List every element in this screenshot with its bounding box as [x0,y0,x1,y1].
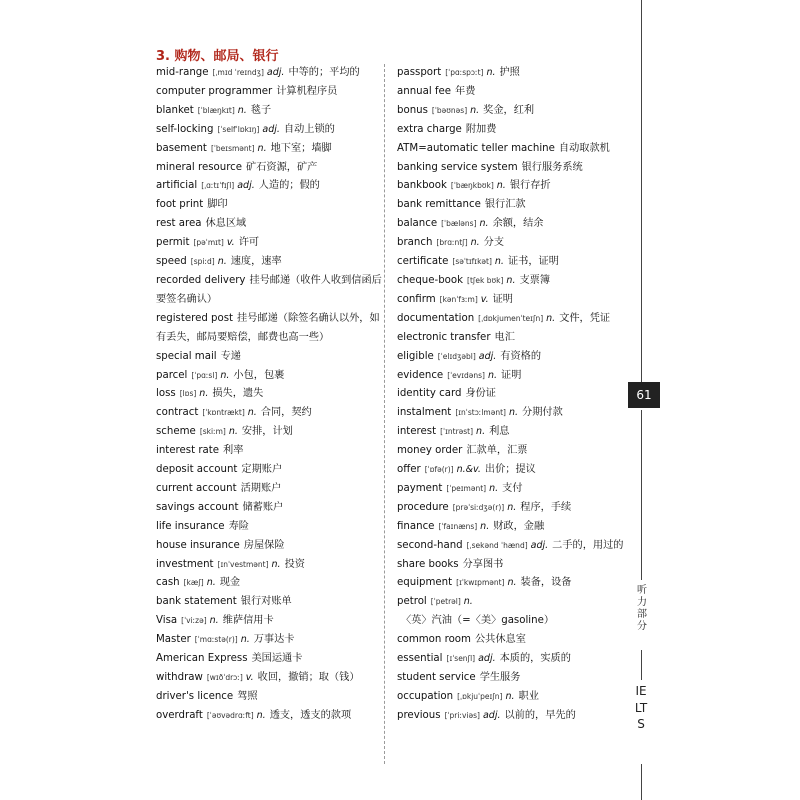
vocab-part-of-speech: adj. [530,539,549,551]
vocab-part-of-speech: n. [546,312,556,324]
vocab-word: confirm [397,293,436,305]
vocab-entry [397,461,629,480]
vocab-word: bank statement [156,596,237,608]
vocab-phonetic: [skiːm] [199,427,226,437]
vocab-entry [156,612,388,631]
vocab-entry [156,574,388,593]
vocab-translation: 合同，契约 [260,407,312,419]
vocab-word: permit [156,237,190,249]
vocab-translation: 休息区域 [205,218,247,230]
vocab-phonetic: [ˌɑːtɪˈfɪʃl] [201,181,235,191]
vocab-word: procedure [397,501,449,513]
vocab-phonetic: [ˌɒkjuˈpeɪʃn] [457,691,503,701]
vocab-word: special mail [156,350,217,362]
vocab-entry [156,159,388,178]
vocab-part-of-speech: n. [247,407,257,419]
vocab-part-of-speech: adj. [266,67,285,78]
vocab-part-of-speech: v. [245,672,254,683]
vocab-word: petrol [397,596,427,608]
vocab-entry [156,518,388,537]
vocab-part-of-speech: n. [220,369,230,381]
vocab-word: essential [397,653,443,665]
vocab-part-of-speech: n. [228,426,238,438]
vocab-translation: 余额，结余 [492,218,544,230]
vocab-entry [397,102,629,121]
vocab-translation: 许可 [238,237,260,249]
vocab-entry [156,253,388,272]
vocab-entry [156,177,388,196]
vocab-entry [397,348,629,367]
side-brand-label: IELTS [634,684,648,731]
vocab-translation: 文件，凭证 [559,312,611,324]
vocab-translation: 维萨信用卡 [222,615,274,627]
vocab-translation: 银行对账单 [240,596,292,608]
vocab-translation: 支付 [502,482,523,494]
vocab-word: electronic transfer [397,331,491,343]
vocab-word: share books [397,558,459,570]
vocab-entry [397,177,629,196]
vocab-translation: 速度，速率 [230,256,282,268]
vocab-translation: 安排，计划 [241,426,293,438]
vocab-word: cheque-book [397,274,464,286]
vocab-phonetic: [ˈəʊvədrɑːft] [206,710,254,720]
vocab-translation: 中等的；平均的 [288,67,360,78]
vocab-part-of-speech: n. [257,142,267,154]
vocab-part-of-speech: adj. [478,350,497,362]
vocab-entry [156,650,388,669]
vocab-translation: 出价；提议 [484,464,536,476]
vocab-translation: 银行存折 [509,180,551,192]
vocab-entry [156,348,388,367]
side-section-label: 听力部分 [637,585,647,632]
vocab-phonetic: [ˌdɒkjumenˈteɪʃn] [478,313,544,323]
vocab-phonetic: [ˈɒfə(r)] [424,465,454,475]
vocab-part-of-speech: n.&v. [456,464,481,476]
vocab-part-of-speech: n. [463,596,473,608]
vocab-translation: 自动上锁的 [283,123,335,135]
vocab-phonetic: [ˈselfˈlɒkɪŋ] [217,124,260,134]
vocab-word: common room [397,634,471,646]
side-rule [641,650,642,680]
vocab-part-of-speech: n. [507,577,517,589]
vocab-word: offer [397,464,421,476]
vocab-translation: 现金 [219,577,241,589]
vocab-translation: 毯子 [250,104,272,116]
vocab-phonetic: [pəˈmɪt] [193,238,224,248]
vocab-entry [397,688,629,707]
vocab-phonetic: [ˈmɑːstə(r)] [194,635,238,645]
vocab-word: equipment [397,577,453,589]
vocab-word: mid-range [156,67,209,78]
vocab-entry [397,291,629,310]
vocab-word: annual fee [397,85,452,97]
vocab-entry [397,196,629,215]
vocab-translation: 地下室；墙脚 [270,142,332,154]
vocab-part-of-speech: v. [226,237,235,249]
vocab-entry [397,574,629,593]
vocab-phonetic: [ˈbəʊnəs] [431,105,468,115]
vocab-part-of-speech: n. [508,407,519,419]
vocab-part-of-speech: v. [480,293,489,305]
vocab-translation: 计算机程序员 [276,85,338,97]
vocab-word: Master [156,634,191,646]
vocab-word: bonus [397,104,428,116]
vocab-translation: 证明 [492,293,513,305]
vocab-translation: 人造的；假的 [258,180,320,192]
vocab-entry [397,650,629,669]
vocab-translation: 程序，手续 [520,501,572,513]
vocab-entry [397,329,629,348]
vocab-word: eligible [397,350,434,362]
vocab-entry [156,64,388,83]
vocab-word: loss [156,388,176,400]
vocab-translation: 以前的，早先的 [504,709,576,721]
vocab-entry [156,499,388,518]
vocab-word: identity card [397,388,462,400]
vocab-word: recorded delivery [156,274,246,286]
vocab-word: speed [156,256,187,268]
vocab-word: rest area [156,218,202,230]
vocab-column-right [397,64,629,726]
vocab-translation: 房屋保险 [243,539,285,551]
vocab-translation: 挂号邮递（收件人收到信函后要签名确认） [156,274,382,305]
vocab-entry [397,556,629,575]
vocab-entry [156,556,388,575]
vocab-translation: 专递 [220,350,241,362]
vocab-part-of-speech: n. [470,237,480,249]
vocab-translation: 定期账户 [241,464,283,476]
vocab-entry [397,140,629,159]
vocab-entry [397,310,629,329]
vocab-translation: 驾照 [237,690,258,702]
vocab-word: savings account [156,501,239,513]
vocab-word: money order [397,445,463,457]
vocab-entry [397,442,629,461]
vocab-entry [156,442,388,461]
vocab-part-of-speech: n. [505,690,515,702]
vocab-translation: 有资格的 [500,350,542,362]
vocab-entry [156,215,388,234]
vocab-word: evidence [397,369,444,381]
vocab-entry [156,272,388,310]
vocab-entry [156,423,388,442]
vocab-translation: 电汇 [494,331,515,343]
vocab-translation: 小包，包裹 [233,369,285,381]
vocab-phonetic: [ˈblæŋkɪt] [197,105,235,115]
vocab-part-of-speech: n. [496,180,506,192]
vocab-word: overdraft [156,709,203,721]
vocab-translation: 万事达卡 [253,634,295,646]
vocab-phonetic: [ˈpɑːsl] [191,370,218,380]
vocab-entry [397,64,629,83]
vocab-part-of-speech: n. [199,388,209,400]
vocab-entry [397,423,629,442]
vocab-translation: 损失，遗失 [212,388,264,400]
vocab-part-of-speech: n. [209,615,219,627]
vocab-entry [397,499,629,518]
vocab-entry [156,196,388,215]
vocab-translation: 职业 [518,690,539,702]
vocab-word: blanket [156,104,194,116]
vocab-part-of-speech: adj. [237,180,255,192]
vocab-phonetic: [ɪnˈvestmənt] [217,559,269,569]
vocab-phonetic: [ˈpriːviəs] [444,710,480,720]
vocab-word: instalment [397,407,452,419]
vocab-entry [397,593,629,631]
vocab-phonetic: [brɑːntʃ] [436,238,468,248]
vocab-part-of-speech: n. [206,577,216,589]
vocab-translation: 财政，金融 [493,520,545,532]
vocab-entry [156,404,388,423]
vocab-translation: 自动取款机 [558,142,610,154]
vocab-word: basement [156,142,207,154]
vocab-word: balance [397,218,438,230]
vocab-phonetic: [ˈelɪdʒəbl] [437,351,476,361]
vocab-part-of-speech: n. [470,104,480,116]
vocab-translation: 分享图书 [462,558,504,570]
vocab-translation: 脚印 [207,199,228,211]
vocab-phonetic: [kæʃ] [183,578,204,588]
vocab-entry [397,480,629,499]
vocab-word: registered post [156,312,234,324]
vocab-translation: 身份证 [465,388,496,400]
vocab-entry [397,707,629,726]
vocab-entry [156,537,388,556]
vocab-translation: 透支，透支的款项 [269,709,352,721]
vocab-word: extra charge [397,123,462,135]
vocab-word: life insurance [156,520,225,532]
vocab-translation: 寿险 [228,520,249,532]
vocab-word: interest rate [156,445,220,457]
vocab-word: driver's licence [156,690,234,702]
vocab-entry [156,461,388,480]
vocab-phonetic: [ˈpɑːspɔːt] [445,68,484,77]
vocab-word: contract [156,407,199,419]
vocab-word: cash [156,577,180,589]
vocab-phonetic: [ˈbeɪsmənt] [210,143,255,153]
vocab-entry [397,518,629,537]
vocab-word: documentation [397,312,475,324]
vocab-word: American Express [156,653,248,665]
vocab-translation: 投资 [284,558,305,570]
vocab-word: interest [397,426,437,438]
vocab-word: investment [156,558,214,570]
vocab-word: banking service system [397,161,518,173]
vocab-entry [397,385,629,404]
vocab-translation: 矿石资源，矿产 [246,161,318,173]
vocab-entry [156,102,388,121]
vocab-part-of-speech: n. [506,274,516,286]
vocab-translation: 美国运通卡 [251,653,303,665]
vocab-part-of-speech: adj. [262,123,280,135]
side-rule [641,410,642,580]
vocab-translation: 支票簿 [519,274,551,286]
vocab-translation: 利息 [489,426,510,438]
vocab-word: parcel [156,369,188,381]
vocab-entry [156,367,388,386]
vocab-entry [397,669,629,688]
vocab-part-of-speech: n. [486,67,496,78]
vocab-part-of-speech: n. [271,558,281,570]
section-title: 3. 购物、邮局、银行 [156,49,279,64]
vocab-entry [156,121,388,140]
vocab-entry [156,385,388,404]
vocab-word: current account [156,482,237,494]
vocab-part-of-speech: n. [507,501,517,513]
vocab-word: student service [397,672,476,683]
vocab-word: artificial [156,180,198,192]
vocab-word: foot print [156,199,204,211]
vocab-entry [156,669,388,688]
vocab-entry [156,234,388,253]
vocab-translation: 分期付款 [522,407,563,419]
column-divider [384,64,385,764]
vocab-translation: 分支 [483,237,505,249]
vocab-translation: 护照 [499,67,520,78]
vocab-part-of-speech: n. [480,520,490,532]
vocab-translation: 附加费 [465,123,497,135]
vocab-part-of-speech: n. [217,256,227,268]
vocab-phonetic: [ˈevɪdəns] [447,370,485,380]
vocab-entry [156,688,388,707]
vocab-phonetic: [spiːd] [190,257,215,267]
vocab-translation: 二手的，用过的 [552,539,624,551]
vocab-column-left [156,64,388,726]
vocab-phonetic: [səˈtɪfɪkət] [452,257,492,267]
vocab-word: second-hand [397,539,463,551]
vocab-word: Visa [156,615,178,627]
vocab-translation: 证明 [501,369,522,381]
vocab-entry [156,593,388,612]
vocab-entry [156,631,388,650]
vocab-entry [156,140,388,159]
vocab-word: self-locking [156,123,214,135]
page-number-tab: 61 [628,382,660,408]
vocab-phonetic: [prəˈsiːdʒə(r)] [452,502,505,512]
vocab-phonetic: [wɪðˈdrɔː] [206,673,243,682]
vocab-part-of-speech: n. [479,218,489,230]
vocab-word: ATM=automatic teller machine [397,142,555,154]
vocab-phonetic: [ˈbæləns] [441,219,477,229]
vocab-part-of-speech: n. [489,482,499,494]
vocab-phonetic: [ˌmɪd ˈreɪndʒ] [212,68,264,77]
vocab-word: finance [397,520,435,532]
vocab-entry [397,404,629,423]
vocab-phonetic: [lɒs] [179,389,197,399]
vocab-word: bank remittance [397,199,481,211]
vocab-phonetic: [tʃek bʊk] [467,275,504,285]
vocab-part-of-speech: n. [237,104,247,116]
vocab-translation: 年费 [455,85,476,97]
vocab-word: mineral resource [156,161,243,173]
vocab-entry [397,159,629,178]
vocab-entry [397,367,629,386]
vocab-translation: 本质的，实质的 [499,653,571,665]
vocab-part-of-speech: n. [240,634,250,646]
vocab-translation: 活期账户 [240,482,282,494]
vocab-translation: 公共休息室 [474,634,526,646]
side-rule [641,0,642,382]
vocab-word: scheme [156,426,196,438]
vocab-word: bankbook [397,180,447,192]
vocab-translation: 利率 [223,445,244,457]
vocab-entry [397,272,629,291]
vocab-word: previous [397,709,441,721]
vocab-entry [397,83,629,102]
vocab-entry [397,234,629,253]
vocab-part-of-speech: adj. [478,653,496,665]
vocab-part-of-speech: n. [487,369,498,381]
vocab-phonetic: [ɪnˈstɔːlmənt] [455,408,506,418]
vocab-translation: 银行服务系统 [521,161,583,173]
vocab-entry [156,310,388,348]
vocab-entry [397,253,629,272]
vocab-translation: 证书，证明 [507,256,559,268]
vocab-entry [156,83,388,102]
vocab-word: payment [397,482,443,494]
vocab-translation: 收回，撤销；取（钱） [257,672,360,683]
vocab-word: withdraw [156,672,203,683]
vocab-word: computer programmer [156,85,273,97]
vocab-translation: 奖金，红利 [483,104,535,116]
vocab-translation: 挂号邮递（除签名确认以外，如有丢失，邮局要赔偿，邮费也高一些） [156,312,380,343]
vocab-part-of-speech: n. [494,256,504,268]
vocab-word: branch [397,237,433,249]
vocab-entry [397,215,629,234]
vocab-phonetic: [ˈpeɪmənt] [446,483,487,493]
side-rule [641,764,642,800]
vocab-entry [156,707,388,726]
vocab-phonetic: [ˈviːzə] [181,616,207,626]
vocab-phonetic: [ˈfaɪnæns] [438,521,478,531]
vocab-translation: 银行汇款 [484,199,526,211]
vocab-translation: 装备，设备 [520,577,572,589]
vocab-translation: 汇款单，汇票 [466,445,528,457]
vocab-phonetic: [kənˈfɜːm] [439,294,478,304]
vocab-phonetic: [ɪˈsenʃl] [446,654,476,664]
vocab-phonetic: [ɪˈkwɪpmənt] [456,578,505,588]
vocab-entry [397,121,629,140]
vocab-word: certificate [397,256,449,268]
vocab-entry [397,537,629,556]
vocab-part-of-speech: n. [256,709,266,721]
vocab-entry [397,631,629,650]
vocab-part-of-speech: n. [476,426,486,438]
vocab-word: deposit account [156,464,238,476]
vocab-phonetic: [ˈɪntrəst] [440,427,474,437]
vocab-translation: 〈英〉汽油（=〈美〉gasoline） [401,615,555,627]
vocab-entry [156,480,388,499]
vocab-phonetic: [ˌsekənd ˈhænd] [466,540,528,550]
vocab-part-of-speech: adj. [482,709,501,721]
vocab-word: house insurance [156,539,240,551]
vocab-word: passport [397,67,442,78]
vocab-translation: 学生服务 [479,672,521,683]
vocab-phonetic: [ˈkɒntrækt] [202,408,245,418]
vocab-word: occupation [397,690,454,702]
vocab-translation: 储蓄账户 [242,501,284,513]
vocab-phonetic: [ˈpetrəl] [430,597,461,607]
vocab-phonetic: [ˈbæŋkbʊk] [450,181,494,191]
